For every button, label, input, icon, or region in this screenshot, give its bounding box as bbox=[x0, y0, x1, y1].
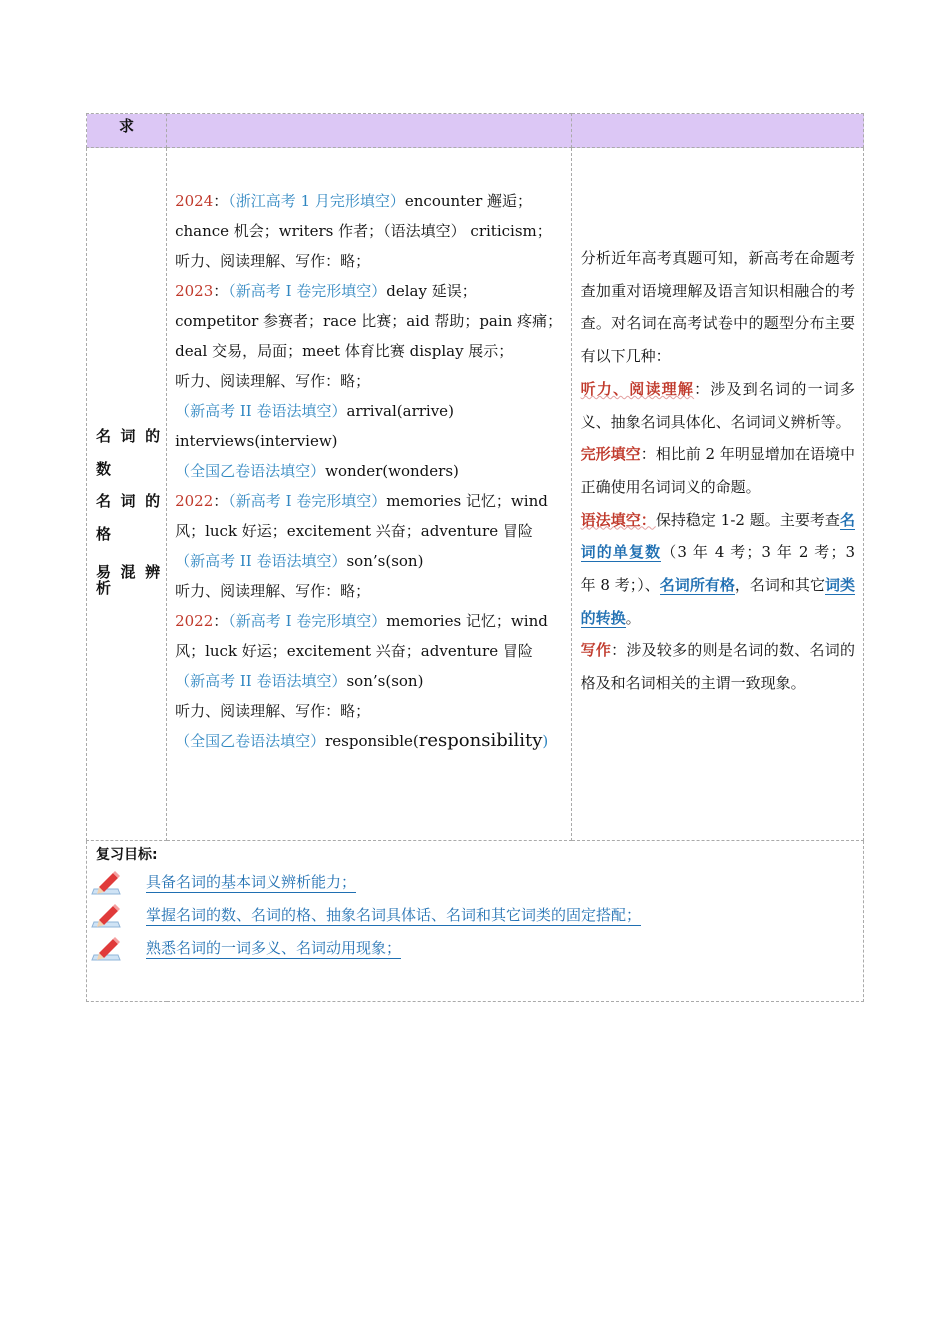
exam-source: （新高考 I 卷完形填空） bbox=[228, 282, 387, 300]
category-cell bbox=[87, 148, 167, 841]
pencil-icon bbox=[89, 902, 123, 930]
exam-year: 2022 bbox=[175, 492, 214, 510]
content-row bbox=[87, 148, 864, 841]
separator: ： bbox=[213, 612, 229, 630]
cloze-label: 完形填空 bbox=[580, 445, 641, 464]
exam-source: （新高考 II 卷语法填空） bbox=[175, 672, 347, 690]
example-line bbox=[175, 636, 565, 666]
grammar-link-possessive[interactable]: 名词所有格 bbox=[659, 576, 735, 595]
example-text: responsible( bbox=[325, 732, 419, 750]
grammar-text: ，名词和其它 bbox=[734, 576, 825, 595]
exam-examples bbox=[167, 148, 571, 756]
analysis-writing bbox=[581, 634, 855, 699]
category-line: 析 bbox=[96, 579, 112, 597]
analysis-intro: 分析近年高考真题可知，新高考在命题考查加重对语境理解及语言知识相融合的考查。对名词在高考试卷中的题型分布主要有以下几种： bbox=[580, 249, 855, 366]
grammar-text: 保持稳定 1-2 题。主要考查 bbox=[655, 510, 840, 529]
analysis-cloze bbox=[581, 438, 855, 503]
example-line bbox=[175, 666, 565, 696]
analysis-cell bbox=[571, 148, 863, 841]
analysis-grammar bbox=[581, 504, 855, 635]
exam-source: （新高考 I 卷完形填空） bbox=[228, 492, 387, 510]
category-line: 名 词 的 bbox=[96, 427, 161, 445]
goal-text[interactable]: 熟悉名词的一词多义、名词动用现象； bbox=[146, 938, 402, 957]
example-line bbox=[175, 336, 565, 366]
example-line bbox=[175, 366, 565, 396]
example-text: 听力、阅读理解、写作：略； bbox=[175, 372, 371, 390]
example-text: 听力、阅读理解、写作：略； bbox=[175, 252, 371, 270]
pencil-icon bbox=[89, 935, 123, 963]
example-text: chance 机会；writers 作者；（语法填空） criticism； bbox=[175, 222, 552, 240]
grammar-label: 语法填空： bbox=[580, 510, 656, 529]
header-cell-2 bbox=[167, 114, 572, 148]
example-line bbox=[175, 486, 565, 516]
example-text: wonder(wonders) bbox=[325, 462, 459, 480]
goals-title: 复习目标: bbox=[96, 847, 158, 863]
example-line bbox=[175, 426, 565, 456]
separator: ： bbox=[213, 282, 229, 300]
header-cell-3 bbox=[571, 114, 863, 148]
exam-source: （全国乙卷语法填空） bbox=[175, 462, 326, 480]
writing-label: 写作 bbox=[580, 641, 612, 660]
exam-year: 2022 bbox=[175, 612, 214, 630]
example-text: 风；luck 好运；excitement 兴奋；adventure 冒险 bbox=[175, 642, 533, 660]
grammar-link-plural[interactable]: 名词的单复数 bbox=[580, 510, 855, 562]
exam-source: （新高考 I 卷完形填空） bbox=[228, 612, 387, 630]
category-line: 名 词 的 bbox=[96, 492, 161, 510]
example-line bbox=[175, 606, 565, 636]
grammar-link-conversion[interactable]: 词类的转换 bbox=[580, 576, 855, 627]
writing-text: ：涉及较多的则是名词的数、名词的格及和名词相关的主谓一致现象。 bbox=[580, 641, 855, 693]
grammar-text: （3 年 4 考；3 年 2 考；3 年 8 考；）、 bbox=[580, 543, 855, 595]
listening-text: ：涉及到名词的一词多义、抽象名词具体化、名词词义辨析等。 bbox=[580, 379, 855, 431]
goal-text[interactable]: 具备名词的基本词义辨析能力； bbox=[146, 872, 357, 891]
syllabus-table bbox=[86, 113, 864, 1002]
example-line bbox=[175, 726, 565, 756]
example-line bbox=[175, 396, 565, 426]
exam-examples-cell bbox=[167, 148, 572, 841]
listening-label: 听力、阅读理解 bbox=[580, 379, 695, 398]
header-cell-1 bbox=[87, 114, 167, 148]
example-line bbox=[175, 516, 565, 546]
exam-source: （新高考 II 卷语法填空） bbox=[175, 402, 347, 420]
separator: ： bbox=[213, 192, 229, 210]
example-text: competitor 参赛者；race 比赛；aid 帮助；pain 疼痛； bbox=[175, 312, 563, 330]
example-text: responsibility bbox=[418, 730, 543, 751]
analysis-text bbox=[572, 148, 863, 700]
example-text: son’s(son) bbox=[346, 672, 424, 690]
example-line bbox=[175, 546, 565, 576]
example-line bbox=[175, 456, 565, 486]
header-label: 求 bbox=[119, 117, 135, 135]
example-line bbox=[175, 306, 565, 336]
example-text: son’s(son) bbox=[346, 552, 424, 570]
example-line bbox=[175, 696, 565, 726]
category-line: 易 混 辨 bbox=[96, 563, 161, 581]
example-text: memories 记忆；wind bbox=[386, 492, 548, 510]
category-label bbox=[87, 420, 166, 596]
example-text: arrival(arrive) bbox=[346, 402, 454, 420]
category-line: 数 bbox=[96, 459, 112, 478]
example-line bbox=[175, 186, 565, 216]
example-text: 听力、阅读理解、写作：略； bbox=[175, 582, 371, 600]
review-sheet bbox=[86, 113, 864, 1002]
example-text: 风；luck 好运；excitement 兴奋；adventure 冒险 bbox=[175, 522, 533, 540]
example-line bbox=[175, 276, 565, 306]
example-text: delay 延误； bbox=[386, 282, 477, 300]
goal-text[interactable]: 掌握名词的数、名词的格、抽象名词具体话、名词和其它词类的固定搭配； bbox=[146, 905, 642, 924]
category-line: 格 bbox=[96, 524, 112, 543]
example-line bbox=[175, 576, 565, 606]
grammar-text: 。 bbox=[625, 608, 641, 627]
goal-item bbox=[87, 866, 863, 899]
example-text: deal 交易，局面；meet 体育比赛 display 展示； bbox=[175, 342, 514, 360]
header-row bbox=[87, 114, 864, 148]
exam-source: （新高考 II 卷语法填空） bbox=[175, 552, 347, 570]
separator: ： bbox=[213, 492, 229, 510]
goals-row bbox=[87, 841, 864, 1002]
exam-source: （全国乙卷语法填空） bbox=[175, 732, 326, 750]
analysis-listening bbox=[581, 373, 855, 438]
example-text: memories 记忆；wind bbox=[386, 612, 548, 630]
example-text: interviews(interview) bbox=[175, 432, 338, 450]
example-text: ) bbox=[542, 732, 549, 750]
exam-year: 2023 bbox=[175, 282, 214, 300]
goals-cell bbox=[87, 841, 864, 1002]
example-text: 听力、阅读理解、写作：略； bbox=[175, 702, 371, 720]
example-line bbox=[175, 216, 565, 246]
goal-item bbox=[87, 899, 863, 932]
goal-item bbox=[87, 932, 863, 965]
pencil-icon bbox=[89, 869, 123, 897]
example-line bbox=[175, 246, 565, 276]
cloze-text: ：相比前 2 年明显增加在语境中正确使用名词词义的命题。 bbox=[580, 445, 855, 496]
example-text: encounter 邂逅； bbox=[404, 192, 533, 210]
exam-source: （浙江高考 1 月完形填空） bbox=[228, 192, 405, 210]
exam-year: 2024 bbox=[175, 192, 214, 210]
